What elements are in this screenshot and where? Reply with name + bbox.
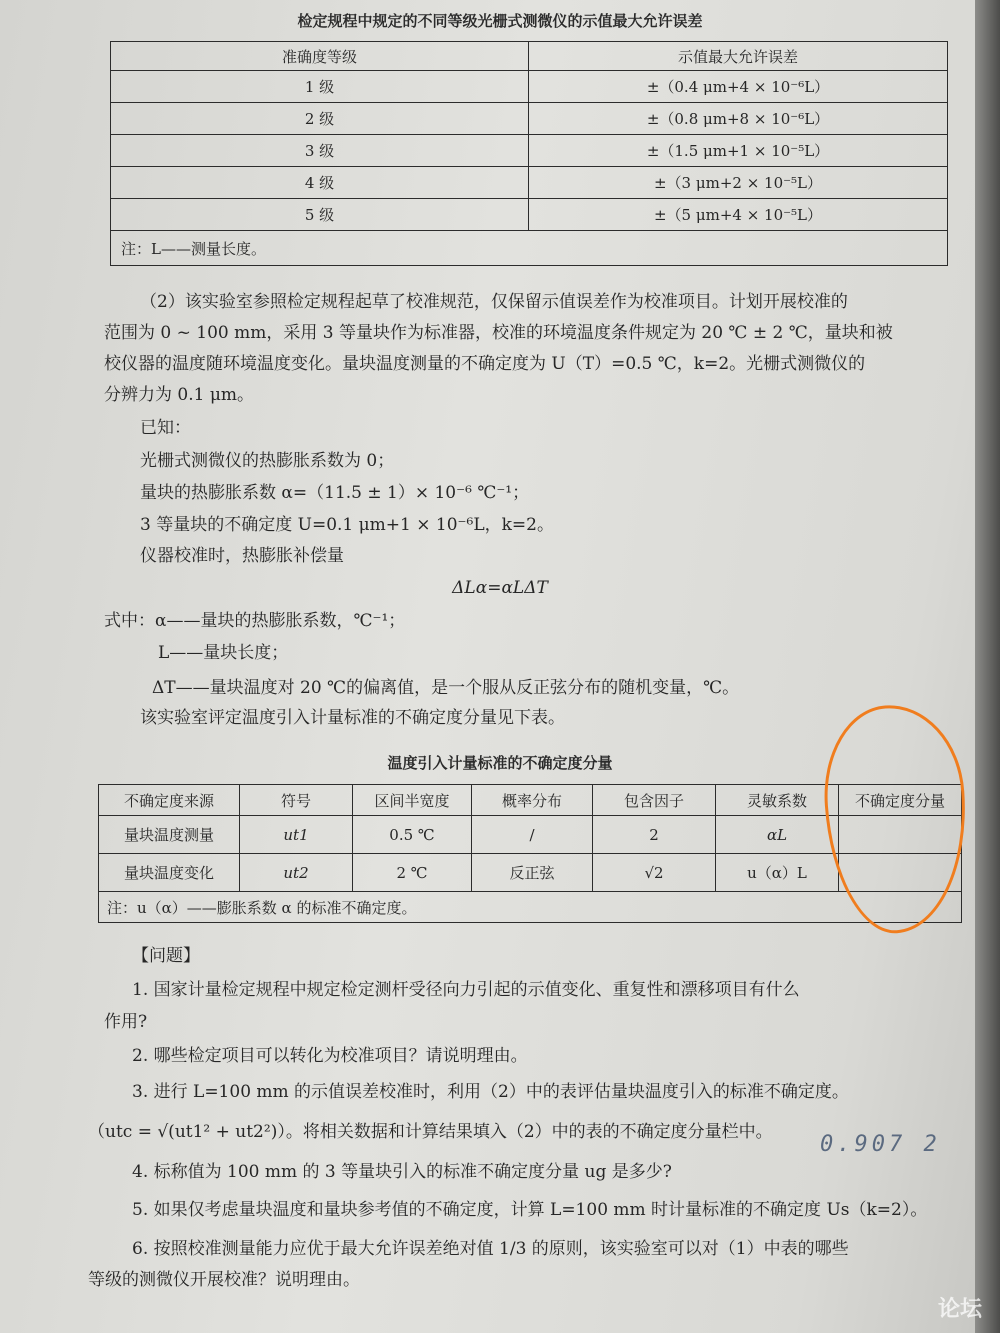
question-line: 1. 国家计量检定规程中规定检定测杆受径向力引起的示值变化、重复性和漂移项目有什么 — [132, 980, 800, 1000]
formula: ΔLα=αLΔT — [452, 578, 548, 598]
table-cell: ±（5 μm+4 × 10⁻⁵L） — [529, 199, 948, 231]
table-cell: 2 ℃ — [353, 854, 472, 892]
question-line: 6. 按照校准测量能力应优于最大允许误差绝对值 1/3 的原则，该实验室可以对（1）中表的哪些 — [132, 1239, 849, 1259]
table-cell: αL — [716, 816, 839, 854]
questions-title: 【问题】 — [132, 946, 200, 966]
paragraph-line: 校仪器的温度随环境温度变化。量块温度测量的不确定度为 U（T）=0.5 ℃，k=2。光栅式测微仪的 — [104, 354, 866, 374]
table-cell: u（α）L — [716, 854, 839, 892]
table-cell: 2 级 — [111, 103, 529, 135]
column-header: 不确定度分量 — [839, 785, 962, 816]
table-note-row — [111, 231, 948, 266]
table-cell: 3 级 — [111, 135, 529, 167]
table-cell: 5 级 — [111, 199, 529, 231]
known-title: 已知： — [140, 418, 191, 438]
table-row — [111, 167, 948, 199]
table-cell: ±（1.5 μm+1 × 10⁻⁵L） — [529, 135, 948, 167]
where-line: L——量块长度； — [158, 643, 289, 663]
table-row — [111, 135, 948, 167]
question-line: （utc = √(ut1² + ut2²)）。将相关数据和计算结果填入（2）中的表的不确定度分量栏中。 — [88, 1122, 773, 1142]
table-header-row — [111, 42, 948, 71]
table-cell: 4 级 — [111, 167, 529, 199]
known-line: 光栅式测微仪的热膨胀系数为 0； — [140, 451, 395, 471]
paragraph-line: 分辨力为 0.1 μm。 — [104, 385, 255, 405]
table-row — [111, 71, 948, 103]
question-line: 4. 标称值为 100 mm 的 3 等量块引入的标准不确定度分量 ug 是多少? — [132, 1162, 672, 1182]
paragraph-line: 范围为 0 ~ 100 mm，采用 3 等量块作为标准器，校准的环境温度条件规定为 20 ℃ ± 2 ℃，量块和被 — [104, 323, 893, 343]
table1-caption: 检定规程中规定的不同等级光栅式测微仪的示值最大允许误差 — [297, 12, 703, 30]
table-cell: ±（3 μm+2 × 10⁻⁵L） — [529, 167, 948, 199]
table-cell: √2 — [593, 854, 716, 892]
column-header: 准确度等级 — [111, 42, 529, 71]
question-line: 等级的测微仪开展校准？说明理由。 — [88, 1270, 360, 1290]
column-header: 不确定度来源 — [99, 785, 240, 816]
column-header: 包含因子 — [593, 785, 716, 816]
tolerance-table — [110, 41, 948, 266]
handwritten-answer: 0.907 2 — [820, 1132, 941, 1157]
known-line: 3 等量块的不确定度 U=0.1 μm+1 × 10⁻⁶L，k=2。 — [140, 515, 554, 535]
watermark: 论坛 — [937, 1297, 982, 1322]
column-header: 概率分布 — [472, 785, 593, 816]
column-header: 符号 — [240, 785, 353, 816]
table-note: 注：L——测量长度。 — [111, 231, 948, 266]
table-cell: 量块温度测量 — [99, 816, 240, 854]
where-line: ΔT——量块温度对 20 ℃的偏离值，是一个服从反正弦分布的随机变量，℃。 — [152, 678, 740, 698]
table2-caption: 温度引入计量标准的不确定度分量 — [387, 754, 613, 772]
question-line: 3. 进行 L=100 mm 的示值误差校准时，利用（2）中的表评估量块温度引入的标准不确定度。 — [132, 1082, 849, 1102]
question-line: 5. 如果仅考虑量块温度和量块参考值的不确定度，计算 L=100 mm 时计量标准的不确定度 Us（k=2）。 — [132, 1200, 928, 1220]
where-line: 式中：α——量块的热膨胀系数，℃⁻¹； — [104, 611, 406, 631]
question-line: 作用? — [104, 1012, 148, 1032]
table-cell: ut2 — [240, 854, 353, 892]
table-cell: ±（0.4 μm+4 × 10⁻⁶L） — [529, 71, 948, 103]
where-line: 该实验室评定温度引入计量标准的不确定度分量见下表。 — [140, 708, 565, 728]
known-line: 量块的热膨胀系数 α=（11.5 ± 1）× 10⁻⁶ ℃⁻¹； — [140, 483, 530, 503]
page-edge — [975, 0, 1000, 1333]
table-cell: / — [472, 816, 593, 854]
table-row — [111, 103, 948, 135]
table-cell: 2 — [593, 816, 716, 854]
table-cell: 0.5 ℃ — [353, 816, 472, 854]
table-cell: 量块温度变化 — [99, 854, 240, 892]
column-header: 示值最大允许误差 — [529, 42, 948, 71]
table-row — [111, 199, 948, 231]
table-cell: ut1 — [240, 816, 353, 854]
table-cell: ±（0.8 μm+8 × 10⁻⁶L） — [529, 103, 948, 135]
known-line: 仪器校准时，热膨胀补偿量 — [140, 546, 344, 566]
table-cell: 1 级 — [111, 71, 529, 103]
column-header: 区间半宽度 — [353, 785, 472, 816]
paragraph-line: （2）该实验室参照检定规程起草了校准规范，仅保留示值误差作为校准项目。计划开展校准的 — [140, 292, 848, 312]
table-note: 注：u（α）——膨胀系数 α 的标准不确定度。 — [99, 892, 962, 923]
column-header: 灵敏系数 — [716, 785, 839, 816]
table-row — [99, 854, 962, 892]
table-cell: 反正弦 — [472, 854, 593, 892]
question-line: 2. 哪些检定项目可以转化为校准项目？请说明理由。 — [132, 1046, 528, 1066]
table-note-row — [99, 892, 962, 923]
